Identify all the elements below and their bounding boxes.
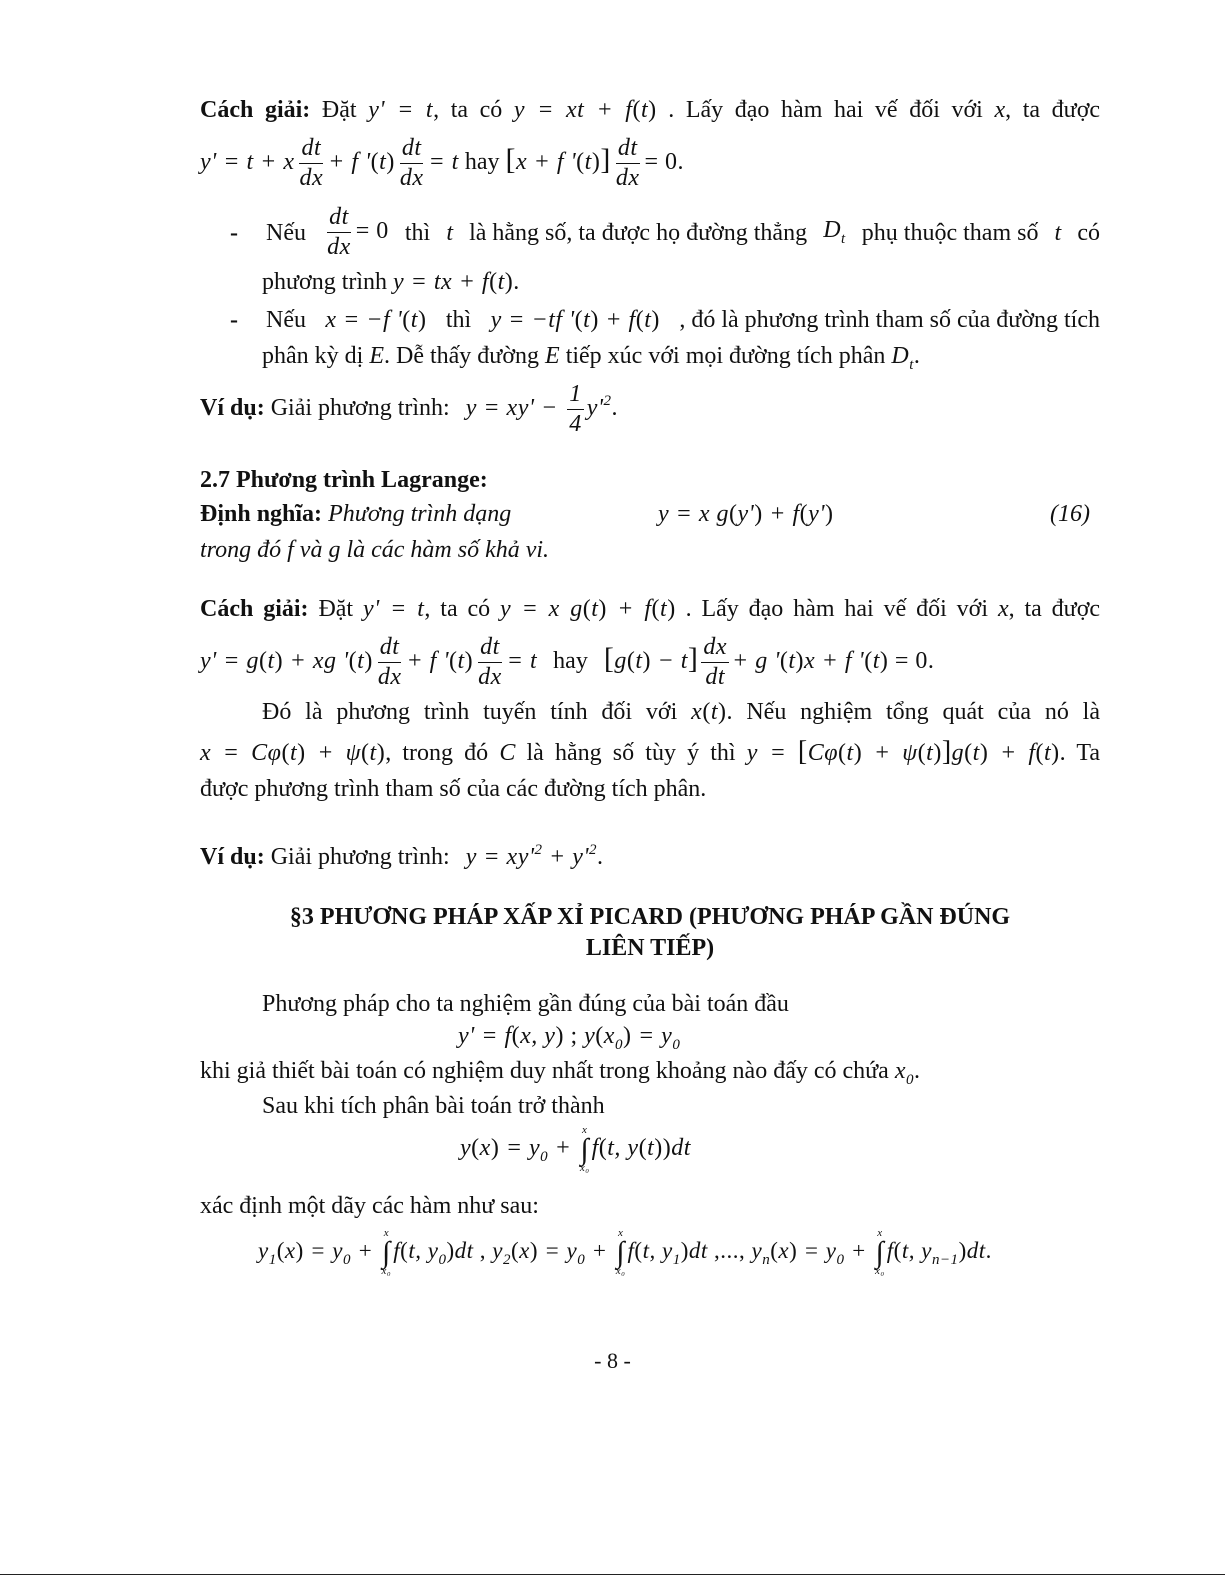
text-hang-so: là hằng số, ta được họ đường thẳng: [469, 219, 808, 246]
page-number: - 8 -: [594, 1348, 631, 1373]
formula-y-prime-t-2: y' = t: [362, 596, 425, 622]
bullet-case-2-line2: [262, 344, 920, 373]
formula-lagrange-sub: y = x g(t) + f(t): [500, 596, 676, 622]
formula-general-x: x = Cφ(t) + ψ(t): [200, 740, 386, 766]
formula-x-singular: x = −f '(t): [325, 307, 427, 333]
symbol-dt: $D_t$: [823, 217, 846, 248]
text-ta-duoc: , ta được: [1005, 97, 1101, 123]
bullet-dash: -: [230, 219, 238, 246]
formula-x0: $x_0$.: [894, 1058, 921, 1088]
var-t-2: t: [1054, 219, 1062, 246]
example-label: Ví dụ:: [200, 395, 265, 422]
text-ta: . Ta: [1059, 740, 1101, 766]
formula-factored: [x + f '(t)] $\frac{dt}{dx}$ = 0.: [505, 135, 685, 192]
example-text-2: Giải phương trình:: [270, 844, 450, 870]
formula-dt-dx-zero: $\frac{dt}{dx}$ = 0: [327, 204, 389, 261]
text-ta-co: , ta có: [433, 97, 503, 123]
text-tuy-y: là hằng số tùy ý thì: [526, 740, 736, 766]
bullet-case-2: [230, 308, 1100, 332]
definition-line-2: trong đó f và g là các hàm số khả vi.: [200, 537, 550, 563]
definition-text: Phương trình dạng: [328, 501, 512, 527]
formula-lagrange-derivative: y' = g(t) + xg '(t) $\frac{dt}{dx}$ + f '(t) $\frac{dt}{dx}$ = t: [200, 634, 538, 691]
lagrange-method-line: [200, 597, 1100, 621]
definition-label: Định nghĩa:: [200, 501, 323, 527]
method-label: Cách giải:: [200, 97, 311, 123]
formula-line-family: y = tx + f(t).: [393, 269, 520, 295]
linear-para-2: [200, 738, 1100, 766]
text-gia-thiet: khi giả thiết bài toán có nghiệm duy nhất trong khoảng nào đấy có chứa: [200, 1058, 889, 1084]
text-tiep-xuc: tiếp xúc với mọi đường tích phân: [565, 343, 886, 369]
text-thi: thì: [404, 219, 431, 246]
example-text: Giải phương trình:: [270, 395, 450, 422]
linear-para-1: [262, 700, 1100, 724]
formula-y-singular: y = −tf '(t) + f(t): [490, 307, 660, 333]
text-neu: Nếu: [266, 219, 306, 246]
text-dat-2: Đặt: [318, 596, 354, 622]
formula-clairaut: y = xt + f(t): [513, 97, 657, 123]
picard-para-2: [200, 1059, 920, 1088]
bullet-dash-2: -: [230, 307, 238, 333]
text-tuyen-tinh: Đó là phương trình tuyến tính đối với: [262, 699, 678, 725]
formula-integral-eq: $y(x) = y_0$ + x ∫ x₀ f(t, y(t))dt: [460, 1124, 691, 1174]
bullet-case-1: [230, 205, 1100, 260]
formula-lagrange-linear: [g(t) − t] $\frac{dx}{dt}$ + g '(t)x + f '(t) = 0.: [603, 634, 935, 691]
text-phu-thuoc: phụ thuộc tham số: [861, 219, 1039, 246]
text-neu-2: Nếu: [266, 307, 306, 333]
clairaut-method-line: [200, 98, 1100, 122]
linear-para-3: được phương trình tham số của các đường tích phân.: [200, 776, 707, 802]
text-phuong-trinh: phương trình: [262, 269, 388, 295]
section-3-title-1: §3 PHƯƠNG PHÁP XẤP XỈ PICARD (PHƯƠNG PHÁP GẦN ĐÚNG: [289, 904, 1011, 930]
var-x: x: [994, 97, 1006, 123]
picard-para-4: xác định một dãy các hàm như sau:: [200, 1193, 539, 1219]
text-phan-ky-di: phân kỳ dị: [262, 343, 364, 369]
formula-picard-sequence: $y_1(x) = y_0$ + x ∫ x₀ f(t, $y_0)dt$ , $y_2(x) = y_0$ + x ∫ x₀ f(t, $y_1)dt$ ,..., $y_n(x) = y_0$ + x ∫ x₀ f(t, $y_{n-1})dt$.: [258, 1227, 992, 1277]
example-label-2: Ví dụ:: [200, 844, 265, 870]
text-derivative-2: . Lấy đạo hàm hai vế đối với: [685, 596, 989, 622]
text-derivative: . Lấy đạo hàm hai vế đối với: [668, 97, 983, 123]
example-clairaut: [200, 382, 618, 437]
text-tham-so: , đó là phương trình tham số của đường tích: [679, 307, 1100, 333]
formula-y-prime-t: y' = t: [368, 97, 434, 123]
formula-general-y: y = [Cφ(t) + ψ(t)]g(t) + f(t): [746, 736, 1060, 767]
var-x-2: x: [997, 596, 1009, 622]
example-lagrange: [200, 843, 603, 869]
formula-ivp: y' = f(x, y) ; $y(x_0) = y_0$: [458, 1023, 681, 1053]
text-hay-2: hay: [553, 648, 588, 675]
text-de-thay: . Dễ thấy đường: [384, 343, 540, 369]
text-thi-2: thì: [445, 307, 472, 333]
var-e: E: [369, 343, 384, 369]
text-ta-co-2: , ta có: [424, 596, 491, 622]
symbol-dt-2: $D_t$.: [891, 343, 921, 373]
text-dat: Đặt: [321, 97, 357, 123]
clairaut-derivative-line: [200, 136, 684, 191]
equation-number: (16): [1050, 501, 1090, 527]
text-nghiem: . Nếu nghiệm tổng quát của nó là: [726, 699, 1100, 725]
definition-line: [200, 502, 1090, 526]
formula-example-1: y = xy' − $\frac{1}{4}$ $y'^2$.: [465, 381, 618, 438]
formula-x-t: x(t): [691, 699, 727, 725]
text-co: có: [1077, 219, 1100, 246]
text-trong-do: , trong đó: [385, 740, 489, 766]
bullet-case-1-line2: [262, 270, 520, 294]
formula-example-2: $y = xy'^2 + y'^2$.: [465, 842, 604, 870]
picard-para-1: Phương pháp cho ta nghiệm gần đúng của bài toán đầu: [262, 991, 789, 1017]
bottom-rule: [0, 1574, 1225, 1575]
text-ta-duoc-2: , ta được: [1008, 596, 1101, 622]
var-c: C: [499, 740, 516, 766]
section-2-7-title: 2.7 Phương trình Lagrange:: [200, 467, 488, 493]
var-t: t: [446, 219, 453, 246]
var-e-2: E: [545, 343, 560, 369]
lagrange-derivative-line: [200, 635, 934, 690]
text-hay: hay: [464, 149, 500, 176]
formula-lagrange: y = x g(y') + f(y'): [658, 501, 834, 527]
formula-derivative: y' = t + x $\frac{dt}{dx}$ + f '(t) $\frac{dt}{dx}$ = t: [200, 135, 459, 192]
picard-para-3: Sau khi tích phân bài toán trở thành: [262, 1093, 605, 1119]
method-label-2: Cách giải:: [200, 596, 309, 622]
section-3-title-2: LIÊN TIẾP): [585, 935, 715, 961]
